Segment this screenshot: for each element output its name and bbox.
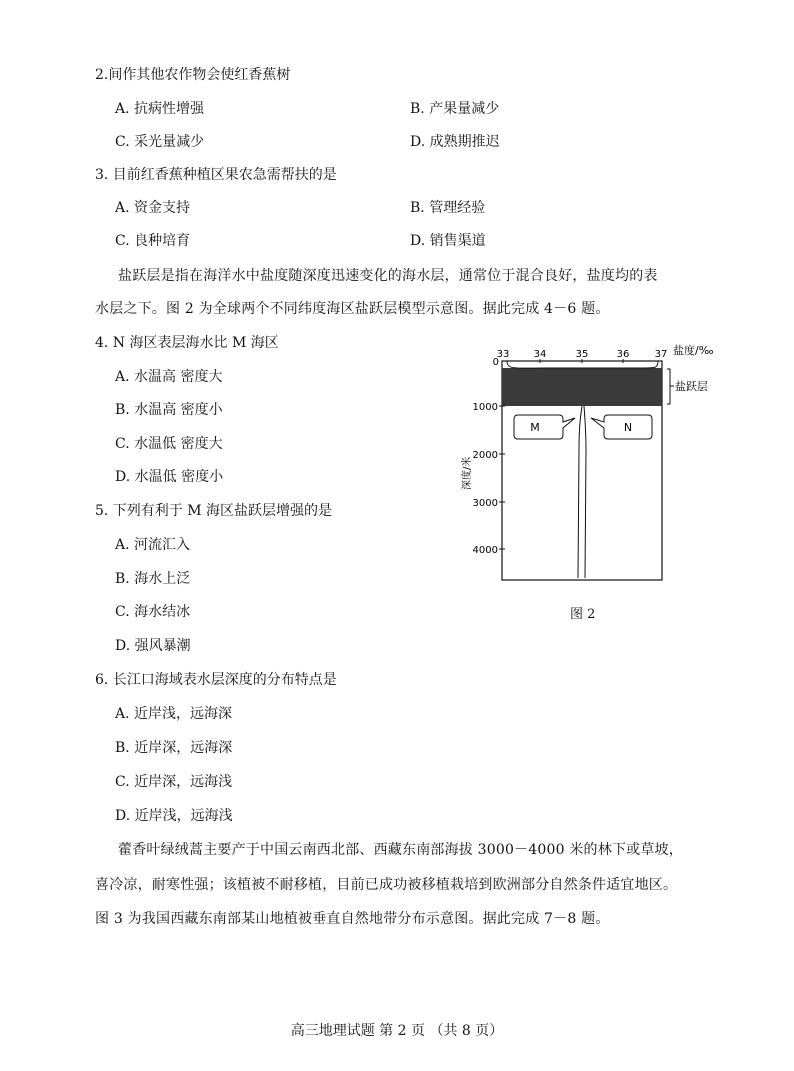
question-3-stem: 3. 目前红香蕉种植区果农急需帮扶的是	[95, 167, 337, 183]
halocline-label: 盐跃层	[675, 380, 708, 393]
depth-tick-label: 0	[492, 357, 499, 368]
depth-axis-label: 深度/米	[462, 456, 473, 490]
question-6-stem: 6. 长江口海域表水层深度的分布特点是	[95, 672, 337, 688]
figure-2-caption: 图 2	[570, 607, 596, 622]
question-2-option-a[interactable]: A. 抗病性增强	[115, 101, 205, 117]
question-4-stem: 4. N 海区表层海水比 M 海区	[95, 335, 279, 351]
question-6-option-c[interactable]: C. 近岸深，远海浅	[115, 774, 233, 790]
question-5-option-c[interactable]: C. 海水结冰	[115, 604, 191, 620]
page-footer: 高三地理试题 第 2 页 （共 8 页）	[290, 1023, 504, 1039]
passage-2-line-2: 喜冷凉，耐寒性强；该植被不耐移植，目前已成功被移植栽培到欧洲部分自然条件适宜地区。	[95, 877, 678, 893]
question-2-stem: 2.间作其他农作物会使红香蕉树	[95, 67, 291, 83]
salinity-tick-label: 33	[496, 349, 510, 360]
question-5-option-d[interactable]: D. 强风暴潮	[115, 638, 191, 654]
n-label: N	[623, 421, 633, 434]
question-6-option-d[interactable]: D. 近岸浅，远海浅	[115, 808, 233, 824]
m-label: M	[530, 421, 540, 434]
question-6-option-b[interactable]: B. 近岸深，远海深	[115, 740, 233, 756]
halocline-band	[502, 368, 662, 406]
question-3-option-a[interactable]: A. 资金支持	[115, 200, 191, 216]
question-2-option-b[interactable]: B. 产果量减少	[410, 101, 500, 117]
question-3-option-b[interactable]: B. 管理经验	[410, 200, 486, 216]
depth-tick-label: 3000	[472, 498, 498, 509]
figure-2-halocline-diagram	[455, 340, 725, 585]
question-5-option-b[interactable]: B. 海水上泛	[115, 571, 191, 587]
passage-2-line-1: 藿香叶绿绒蒿主要产于中国云南西北部、西藏东南部海拔 3000－4000 米的林下或草坡，	[118, 842, 683, 858]
question-2-option-d[interactable]: D. 成熟期推迟	[410, 134, 500, 150]
passage-1-line-2: 水层之下。图 2 为全球两个不同纬度海区盐跃层模型示意图。据此完成 4－6 题。	[95, 301, 610, 317]
question-5-option-a[interactable]: A. 河流汇入	[115, 537, 191, 553]
m-callout-box	[514, 415, 575, 439]
halocline-brace	[667, 369, 674, 404]
question-2-option-c[interactable]: C. 采光量减少	[115, 134, 205, 150]
depth-tick-label: 1000	[472, 402, 498, 413]
question-4-option-a[interactable]: A. 水温高 密度大	[115, 369, 223, 385]
question-4-option-b[interactable]: B. 水温高 密度小	[115, 402, 223, 418]
n-callout-box	[591, 415, 652, 439]
passage-1-line-1: 盐跃层是指在海洋水中盐度随深度迅速变化的海水层，通常位于混合良好，盐度均的表	[118, 268, 658, 284]
depth-tick-label: 4000	[472, 545, 498, 556]
question-4-option-c[interactable]: C. 水温低 密度大	[115, 436, 223, 452]
question-3-option-c[interactable]: C. 良种培育	[115, 233, 191, 249]
question-5-stem: 5. 下列有利于 M 海区盐跃层增强的是	[95, 503, 333, 519]
question-3-option-d[interactable]: D. 销售渠道	[410, 233, 486, 249]
passage-2-line-3: 图 3 为我国西藏东南部某山地植被垂直自然地带分布示意图。据此完成 7－8 题。	[95, 911, 610, 927]
salinity-unit-label: 盐度/‰	[673, 344, 714, 357]
m-salinity-curve	[578, 406, 582, 578]
salinity-tick-label: 35	[575, 349, 589, 360]
n-salinity-curve	[584, 406, 586, 578]
salinity-tick-label: 36	[616, 349, 630, 360]
question-4-option-d[interactable]: D. 水温低 密度小	[115, 469, 224, 485]
salinity-tick-label: 37	[654, 349, 668, 360]
salinity-tick-label: 34	[533, 349, 547, 360]
question-6-option-a[interactable]: A. 近岸浅，远海深	[115, 706, 233, 722]
depth-tick-label: 2000	[472, 450, 498, 461]
